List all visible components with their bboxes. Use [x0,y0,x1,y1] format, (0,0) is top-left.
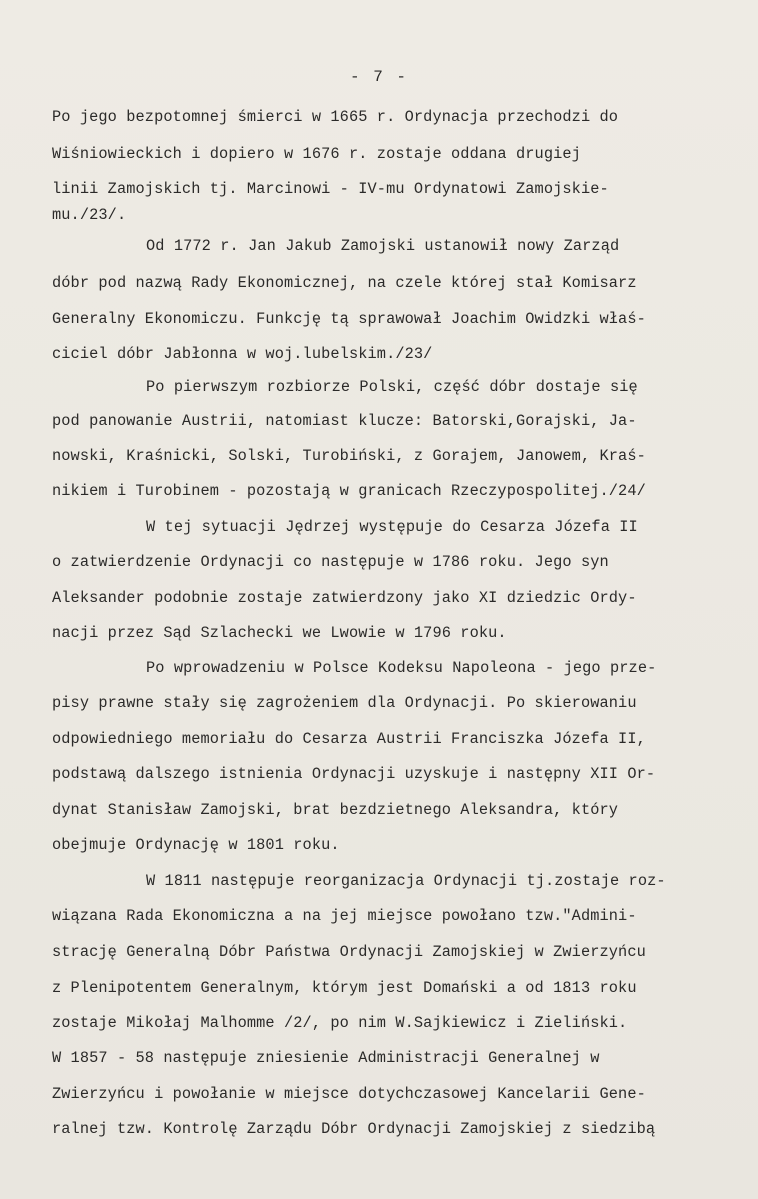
text-line: Od 1772 r. Jan Jakub Zamojski ustanowił nowy Zarząd [146,237,620,255]
text-line: W 1857 - 58 następuje zniesienie Administracji Generalnej w [52,1049,600,1067]
page-number: - 7 - [349,68,408,86]
text-line: ciciel dóbr Jabłonna w woj.lubelskim./23/ [52,345,433,363]
text-line: dóbr pod nazwą Rady Ekonomicznej, na czele której stał Komisarz [52,274,637,292]
text-line: nowski, Kraśnicki, Solski, Turobiński, z Gorajem, Janowem, Kraś- [52,447,646,465]
text-line: podstawą dalszego istnienia Ordynacji uzyskuje i następny XII Or- [52,765,656,783]
text-line: nacji przez Sąd Szlachecki we Lwowie w 1796 roku. [52,624,507,642]
text-line: Generalny Ekonomiczu. Funkcję tą sprawował Joachim Owidzki właś- [52,310,646,328]
text-line: zostaje Mikołaj Malhomme /2/, po nim W.Sajkiewicz i Zieliński. [52,1014,628,1032]
text-line: strację Generalną Dóbr Państwa Ordynacji Zamojskiej w Zwierzyńcu [52,943,646,961]
text-line: W 1811 następuje reorganizacja Ordynacji tj.zostaje roz- [146,872,666,890]
text-line: wiązana Rada Ekonomiczna a na jej miejsce powołano tzw."Admini- [52,907,637,925]
text-line: Aleksander podobnie zostaje zatwierdzony jako XI dziedzic Ordy- [52,589,637,607]
text-line: Po jego bezpotomnej śmierci w 1665 r. Ordynacja przechodzi do [52,108,619,126]
text-line: linii Zamojskich tj. Marcinowi - IV-mu Ordynatowi Zamojskie- [52,180,609,198]
text-line: obejmuje Ordynację w 1801 roku. [52,836,340,854]
text-line: Po wprowadzeniu w Polsce Kodeksu Napoleona - jego prze- [146,659,657,677]
text-line: mu./23/. [52,206,127,224]
text-line: Po pierwszym rozbiorze Polski, część dóbr dostaje się [146,378,638,396]
text-line: W tej sytuacji Jędrzej występuje do Cesarza Józefa II [146,518,638,536]
text-line: pod panowanie Austrii, natomiast klucze: Batorski,Gorajski, Ja- [52,412,637,430]
text-line: o zatwierdzenie Ordynacji co następuje w 1786 roku. Jego syn [52,553,609,571]
text-line: dynat Stanisław Zamojski, brat bezdzietnego Aleksandra, który [52,801,619,819]
text-line: odpowiedniego memoriału do Cesarza Austrii Franciszka Józefa II, [52,730,646,748]
text-line: Wiśniowieckich i dopiero w 1676 r. zostaje oddana drugiej [52,145,581,163]
text-line: Zwierzyńcu i powołanie w miejsce dotychczasowej Kancelarii Gene- [52,1085,646,1103]
text-line: ralnej tzw. Kontrolę Zarządu Dóbr Ordynacji Zamojskiej z siedzibą [52,1120,656,1138]
text-line: nikiem i Turobinem - pozostają w granicach Rzeczypospolitej./24/ [52,482,646,500]
text-line: pisy prawne stały się zagrożeniem dla Ordynacji. Po skierowaniu [52,694,637,712]
text-line: z Plenipotentem Generalnym, którym jest Domański a od 1813 roku [52,979,637,997]
